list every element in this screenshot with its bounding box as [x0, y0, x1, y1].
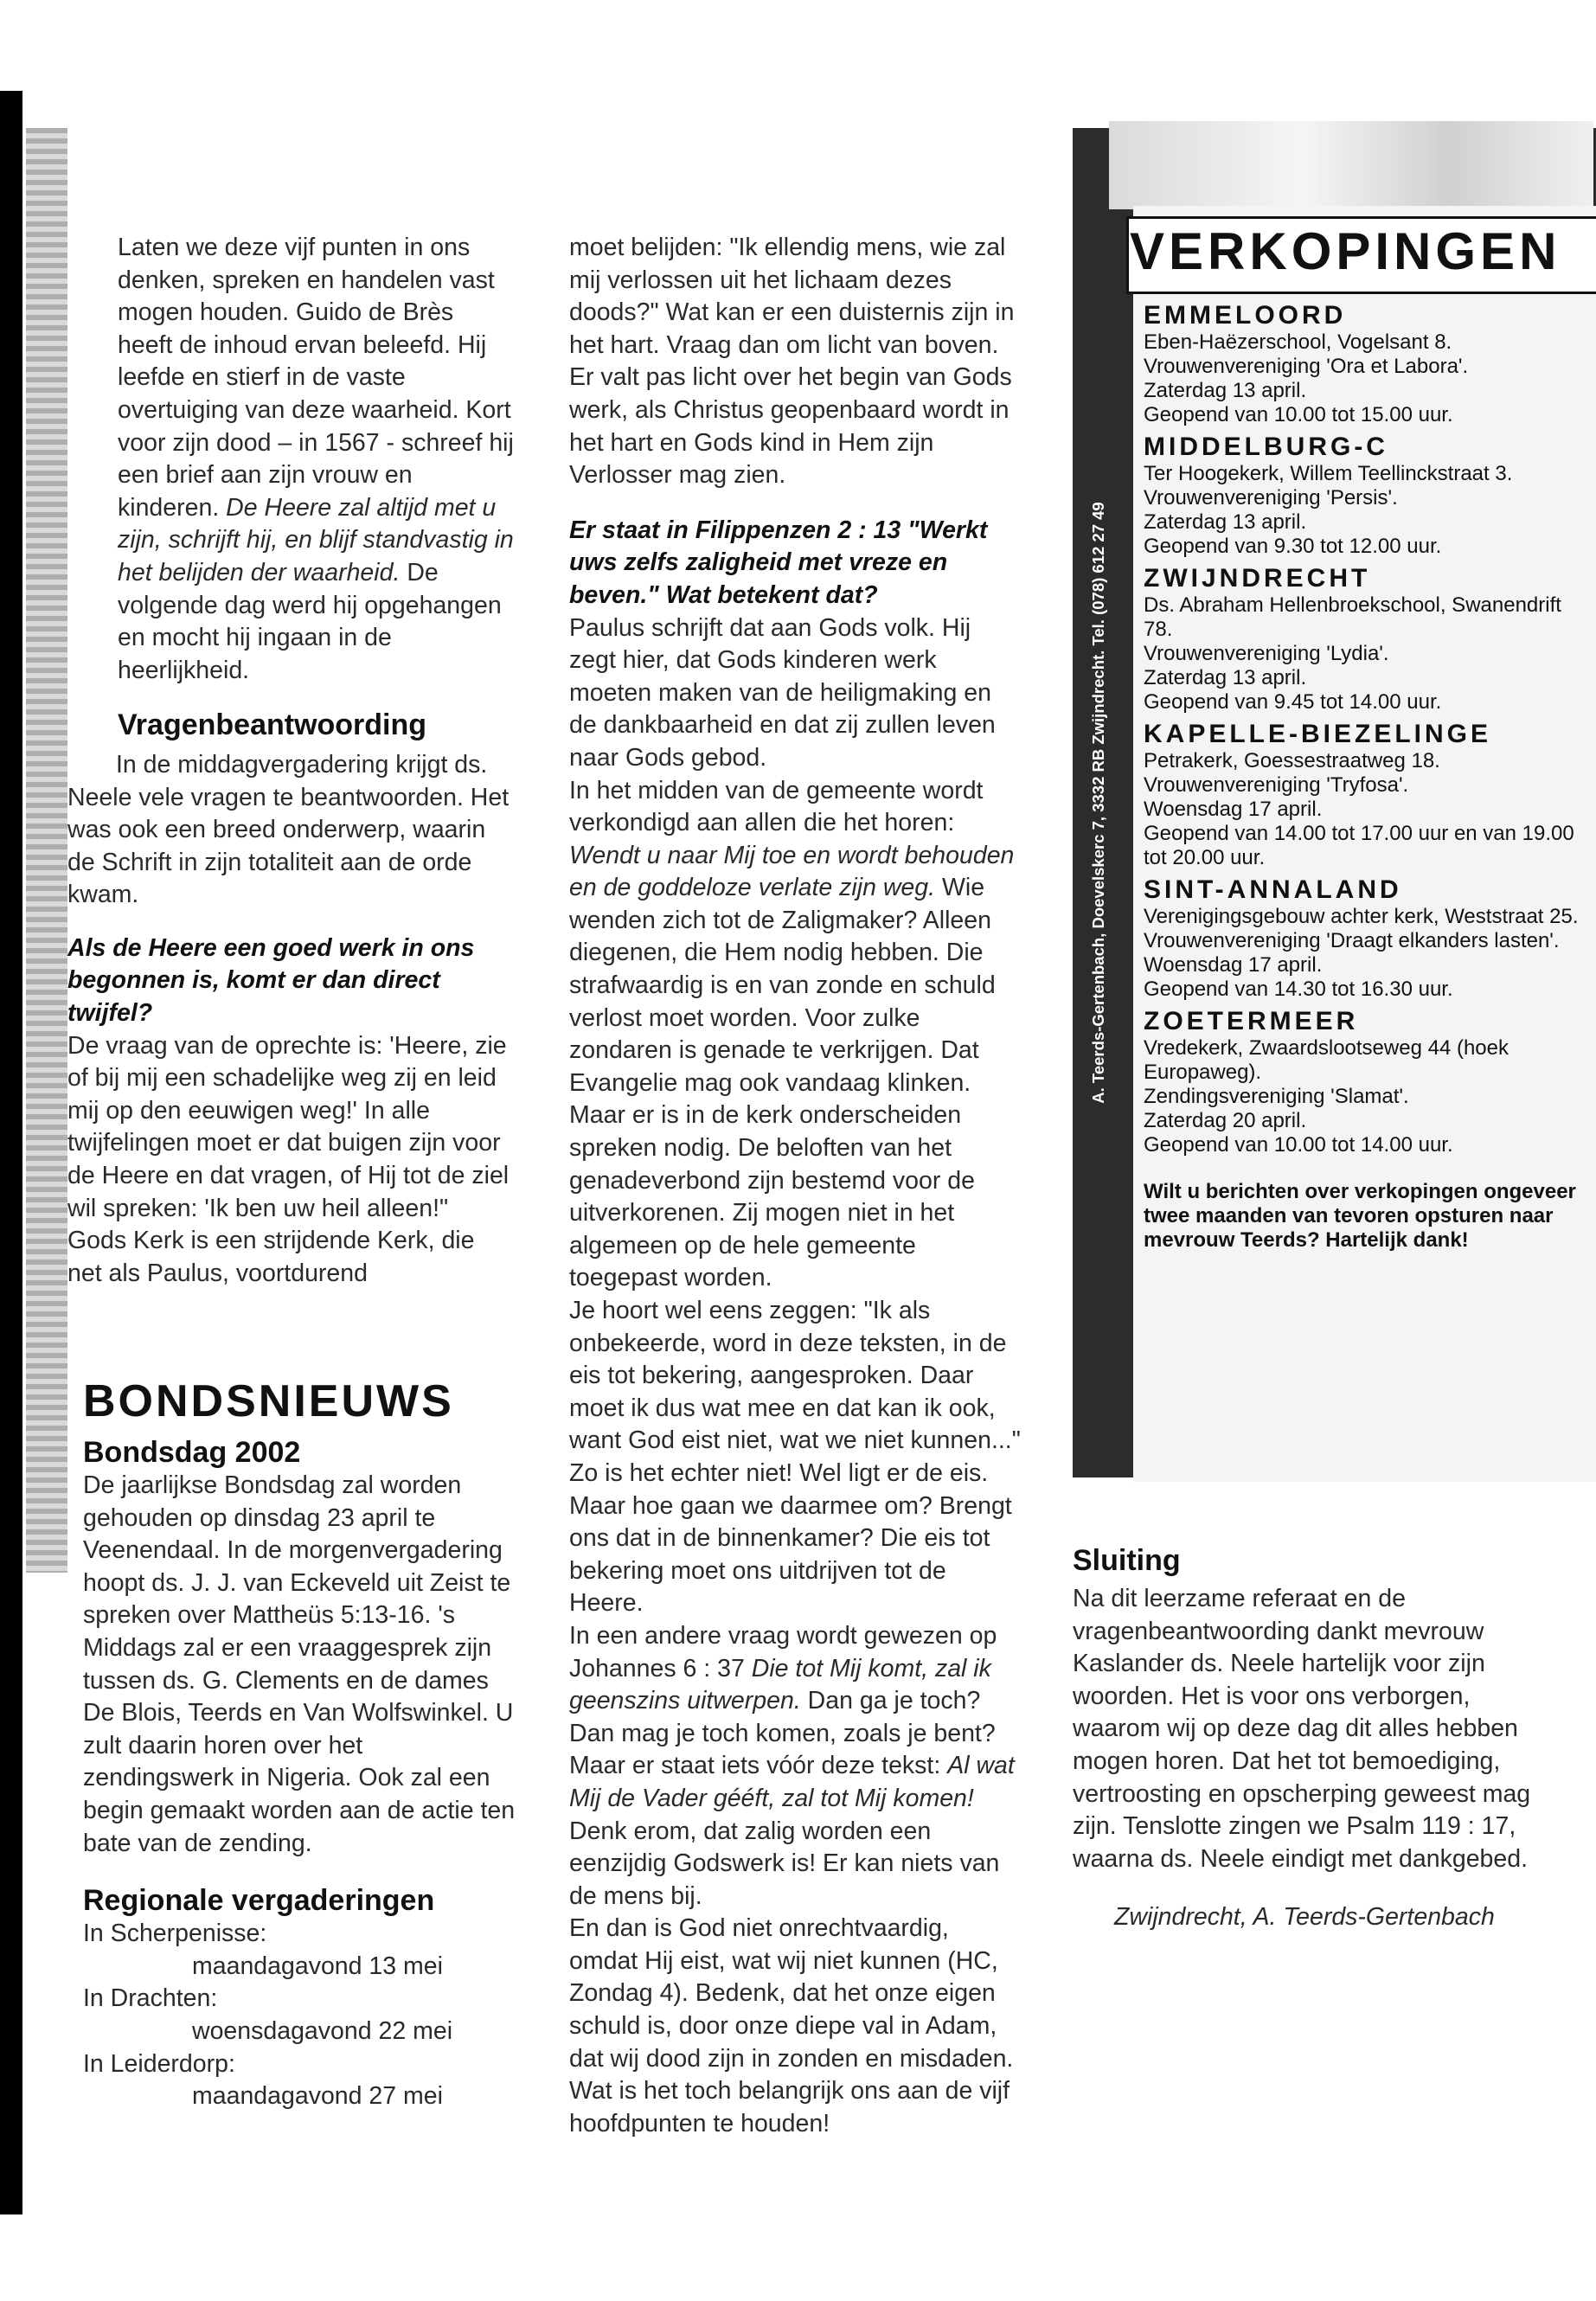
verkoping-detail: Zaterdag 13 april.: [1144, 666, 1307, 689]
scan-strip: [26, 128, 67, 1573]
verkoping-town: KAPELLE-BIEZELINGE: [1144, 720, 1492, 748]
verkoping-detail: Woensdag 17 april.: [1144, 953, 1323, 977]
verkoping-detail: Vrouwenvereniging 'Persis'.: [1144, 486, 1398, 510]
verkoping-town: ZWIJNDRECHT: [1144, 564, 1371, 593]
col2-paragraph-5: In een andere vraag wordt gewezen op Johannes 6 : 37 Die tot Mij komt, zal ik geenszins uitwerpen. Dan ga je toch? Dan mag je toch komen, zoals je bent? Maar er staat iets vóór deze tekst: Al wat Mij de Vader gééft, zal tot Mij komen! Denk erom, dat zalig worden een eenzijdig Godswerk is! Er kan niets van de mens bij.: [569, 1621, 1015, 1910]
meeting-date: maandagavond 27 mei: [192, 2082, 443, 2111]
verkoping-detail: Vredekerk, Zwaardslootseweg 44 (hoek Europaweg).: [1144, 1036, 1509, 1084]
question-2: Er staat in Filippenzen 2 : 13 "Werkt uws zelfs zaligheid met vreze en beven." Wat betekent dat?: [569, 516, 988, 609]
verkoping-detail: Geopend van 10.00 tot 15.00 uur.: [1144, 403, 1453, 426]
bondsnieuws-section: [83, 1375, 516, 2113]
verkoping-detail: Geopend van 14.00 tot 17.00 uur en van 19.00 tot 20.00 uur.: [1144, 822, 1574, 869]
col1-paragraph-1: Laten we deze vijf punten in ons denken, spreken en handelen vast mogen houden. Guido de Brès heeft de inhoud ervan beleefd. Hij leefde en stierf in de vaste overtuiging van deze waarheid. Kort voor zijn dood – in 1567 - schreef hij een brief aan zijn vrouw en kinderen. De Heere zal altijd met u zijn, schrijft hij, en blijf standvastig in het belijden der waarheid. De volgende dag werd hij opgehangen en mocht hij ingaan in de heerlijkheid.: [118, 234, 514, 684]
verkopingen-title: VERKOPINGEN: [1130, 222, 1561, 280]
sluiting-section: [1073, 1544, 1540, 1934]
verkoping-entry: [1144, 433, 1580, 559]
verkoping-detail: Zaterdag 13 april.: [1144, 510, 1307, 534]
verkoping-detail: Vrouwenvereniging 'Draagt elkanders lasten'.: [1144, 929, 1560, 952]
verkoping-detail: Geopend van 10.00 tot 14.00 uur.: [1144, 1133, 1453, 1157]
bondsnieuws-title: BONDSNIEUWS: [83, 1376, 454, 1426]
col1-paragraph-3: De vraag van de oprechte is: 'Heere, zie of bij mij een schadelijke weg zij en leid mij op den eeuwigen weg!' In alle twijfelingen moet er dat buigen zijn voor de Heere en dat vragen, of Hij tot de ziel wil spreken: 'Ik ben uw heil alleen!" Gods Kerk is een strijdende Kerk, die net als Paulus, voortdurend: [67, 1031, 510, 1287]
scan-edge: [0, 91, 22, 2214]
meeting-place: In Drachten:: [83, 1984, 218, 2013]
verkoping-detail: Ds. Abraham Hellenbroekschool, Swanendrift 78.: [1144, 593, 1561, 641]
verkoping-town: ZOETERMEER: [1144, 1007, 1359, 1035]
verkoping-detail: Vrouwenvereniging 'Ora et Labora'.: [1144, 355, 1469, 378]
question-1: Als de Heere een goed werk in ons begonnen is, komt er dan direct twijfel?: [67, 933, 475, 1028]
verkopingen-address-sidebar: A. Teerds-Gertenbach, Doevelskerc 7, 3332 RB Zwijndrecht. Tel. (078) 612 27 49: [1089, 502, 1107, 1104]
col2-paragraph-1: moet belijden: "Ik ellendig mens, wie zal mij verlossen uit het lichaam dezes doods?" Wat kan er een duisternis zijn in het hart. Vraag dan om licht van boven. Er valt pas licht over het begin van Gods werk, als Christus geopenbaard wordt in het hart en Gods kind in Hem zijn Verlosser mag zien.: [569, 234, 1015, 490]
verkoping-entry: [1144, 564, 1580, 715]
verkoping-detail: Geopend van 9.45 tot 14.00 uur.: [1144, 690, 1442, 714]
regional-meetings: [83, 1918, 516, 2113]
verkopingen-list: [1144, 301, 1580, 1253]
col1-paragraph-2: In de middagvergadering krijgt ds. Neele vele vragen te beantwoorden. Het was ook een breed onderwerp, waarin de Schrift in zijn totaliteit aan de orde kwam.: [67, 750, 510, 909]
bondsdag-text: De jaarlijkse Bondsdag zal worden gehouden op dinsdag 23 april te Veenendaal. In de morgenvergadering hoopt ds. J. J. van Eckeveld uit Zeist te spreken over Mattheüs 5:13-16. 's Middags zal er een vraaggesprek zijn tussen ds. G. Clements en de dames De Blois, Teerds en Van Wolfswinkel. U zult daarin horen over het zendingswerk in Nigeria. Ook zal een begin gemaakt worden aan de actie ten bate van de zending.: [83, 1471, 516, 1857]
verkoping-entry: [1144, 720, 1580, 870]
regional-heading: Regionale vergaderingen: [83, 1884, 435, 1918]
col2-paragraph-6: En dan is God niet onrechtvaardig, omdat Hij eist, wat wij niet kunnen (HC, Zondag 4). Bedenk, dat het onze eigen schuld is, door onze diepe val in Adam, dat wij dood zijn in zonden en misdaden. Wat is het toch belangrijk ons aan de vijf hoofdpunten te houden!: [569, 1914, 1014, 2138]
verkoping-detail: Petrakerk, Goessestraatweg 18.: [1144, 749, 1440, 772]
verkoping-detail: Woensdag 17 april.: [1144, 798, 1323, 821]
meeting-date: woensdagavond 22 mei: [192, 2016, 453, 2045]
verkoping-detail: Zaterdag 20 april.: [1144, 1109, 1307, 1132]
column-1: [67, 232, 514, 1290]
verkoping-detail: Geopend van 9.30 tot 12.00 uur.: [1144, 535, 1442, 558]
verkoping-town: MIDDELBURG-C: [1144, 433, 1388, 461]
signature: Zwijndrecht, A. Teerds-Gertenbach: [1114, 1903, 1495, 1932]
verkoping-town: EMMELOORD: [1144, 301, 1347, 330]
verkoping-detail: Eben-Haëzerschool, Vogelsant 8.: [1144, 330, 1452, 354]
verkoping-detail: Vrouwenvereniging 'Lydia'.: [1144, 642, 1389, 665]
col2-paragraph-4: Je hoort wel eens zeggen: "Ik als onbekeerde, word in deze teksten, in de eis tot bekering, aangesproken. Daar moet ik dus wat mee en dat kan ik ook, want God eist niet, wat we niet kunnen..." Zo is het echter niet! Wel ligt er de eis. Maar hoe gaan we daarmee om? Brengt ons dat in de binnenkamer? Die eis tot bekering moet ons uitdrijven tot de Heere.: [569, 1297, 1021, 1618]
verkoping-detail: Zaterdag 13 april.: [1144, 379, 1307, 402]
verkoping-entry: [1144, 875, 1580, 1002]
verkoping-detail: Vrouwenvereniging 'Tryfosa'.: [1144, 773, 1409, 797]
verkoping-entry: [1144, 301, 1580, 427]
verkoping-detail: Ter Hoogekerk, Willem Teellinckstraat 3.: [1144, 462, 1513, 485]
verkopingen-decoration: [1109, 121, 1593, 209]
col2-paragraph-3: In het midden van de gemeente wordt verkondigd aan allen die het horen: Wendt u naar Mij toe en wordt behouden en de goddeloze verlate zijn weg. Wie wenden zich tot de Zaligmaker? Alleen diegenen, die Hem nodig hebben. Die strafwaardig is en van zonde en schuld verlost moet worden. Voor zulke zondaren is genade te verkrijgen. Dat Evangelie mag ook vandaag klinken. Maar er is in de kerk onderscheiden spreken nodig. De beloften van het genadeverbond zijn bestemd voor de uitverkorenen. Zij mogen niet in het algemeen op de hele gemeente toegepast worden.: [569, 776, 1015, 1292]
bondsdag-subtitle: Bondsdag 2002: [83, 1436, 301, 1469]
meeting-date: maandagavond 13 mei: [192, 1952, 443, 1980]
meeting-place: In Scherpenisse:: [83, 1920, 267, 1948]
verkoping-town: SINT-ANNALAND: [1144, 875, 1402, 904]
heading-vragenbeantwoording: Vragenbeantwoording: [118, 708, 427, 742]
verkoping-detail: Zendingsvereniging 'Slamat'.: [1144, 1085, 1409, 1108]
column-2: [569, 232, 1021, 2140]
col2-paragraph-2: Paulus schrijft dat aan Gods volk. Hij zegt hier, dat Gods kinderen werk moeten maken van de heiligmaking en de dankbaarheid en dat zij zullen leven naar Gods gebod.: [569, 613, 996, 772]
verkopingen-note: Wilt u berichten over verkopingen ongeveer twee maanden van tevoren opsturen naar mevrouw Teerds? Hartelijk dank!: [1144, 1180, 1576, 1252]
verkoping-entry: [1144, 1007, 1580, 1157]
verkoping-detail: Geopend van 14.30 tot 16.30 uur.: [1144, 977, 1453, 1001]
verkoping-detail: Verenigingsgebouw achter kerk, Weststraat 25.: [1144, 905, 1579, 928]
meeting-place: In Leiderdorp:: [83, 2049, 235, 2078]
sluiting-heading: Sluiting: [1073, 1544, 1181, 1577]
sluiting-text: Na dit leerzame referaat en de vragenbeantwoording dankt mevrouw Kaslander ds. Neele hartelijk voor zijn woorden. Het is voor ons verborgen, waarom wij op deze dag dit alles hebben mogen horen. Dat het tot bemoediging, vertroosting en opscherping geweest mag zijn. Tenslotte zingen we Psalm 119 : 17, waarna ds. Neele eindigt met dankgebed.: [1073, 1585, 1531, 1873]
